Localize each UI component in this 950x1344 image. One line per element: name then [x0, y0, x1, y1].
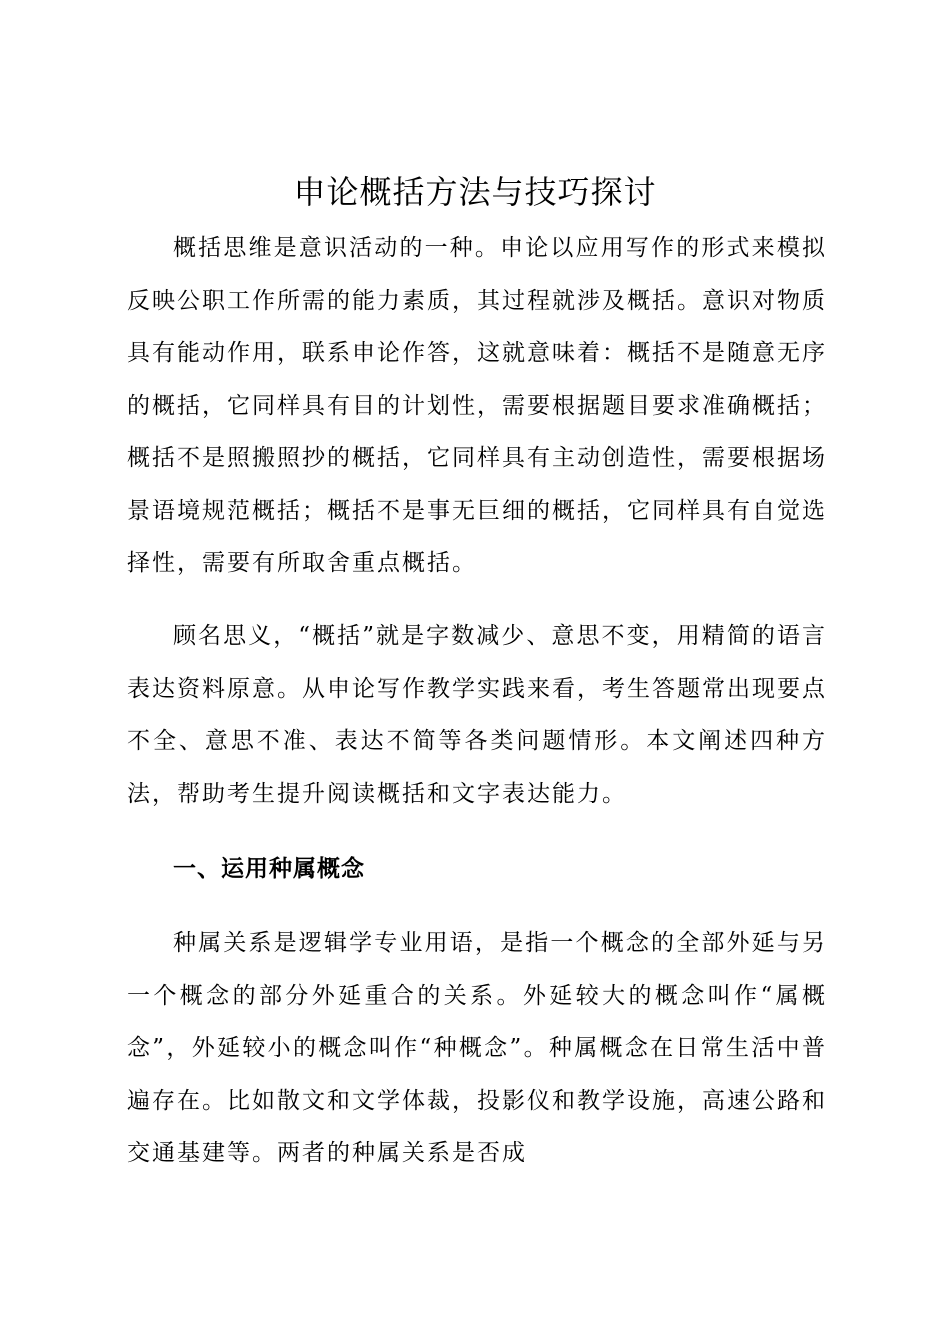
- section-heading: 一、运用种属概念: [173, 856, 365, 882]
- section-paragraph: 种属关系是逻辑学专业用语，是指一个概念的全部外延与另一个概念的部分外延重合的关系。外延较大的概念叫作“属概念”，外延较小的概念叫作“种概念”。种属概念在日常生活中普遍存在。比如散文和文学体裁，投影仪和教学设施，高速公路和交通基建等。两者的种属关系是否成: [127, 930, 827, 1166]
- document-title: 申论概括方法与技巧探讨: [293, 173, 657, 211]
- intro-paragraph-1: 概括思维是意识活动的一种。申论以应用写作的形式来模拟反映公职工作所需的能力素质，其过程就涉及概括。意识对物质具有能动作用，联系申论作答，这就意味着：概括不是随意无序的概括，它同样具有目的计划性，需要根据题目要求准确概括；概括不是照搬照抄的概括，它同样具有主动创造性，需要根据场景语境规范概括；概括不是事无巨细的概括，它同样具有自觉选择性，需要有所取舍重点概括。: [127, 235, 827, 576]
- intro-paragraph-2: 顾名思义，“概括”就是字数减少、意思不变，用精简的语言表达资料原意。从申论写作教学实践来看，考生答题常出现要点不全、意思不准、表达不简等各类问题情形。本文阐述四种方法，帮助考生提升阅读概括和文字表达能力。: [127, 623, 827, 807]
